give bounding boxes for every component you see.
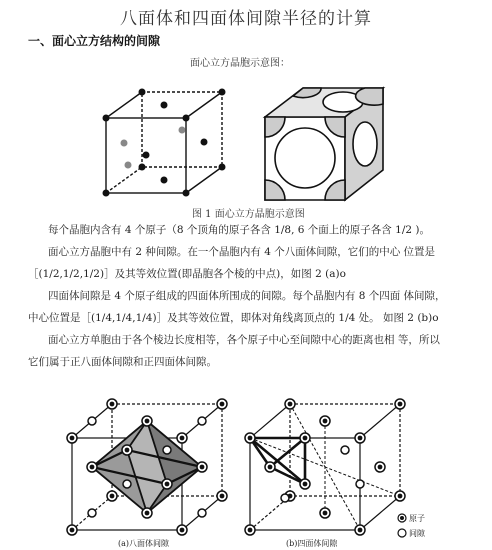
- octahedral-void-figure: [62, 398, 232, 536]
- legend-void-label: 间隙: [409, 529, 425, 538]
- para1-line: 每个晶胞内含有 4 个原子（8 个顶角的原子各含 1/8, 6 个面上的原子各含 1/2 )。: [48, 224, 430, 236]
- para4-line-2: 它们属于正八面体间隙和正四面体间隙。: [28, 356, 217, 368]
- para2-line-1: 面心立方晶胞中有 2 种间隙。在一个晶胞内有 4 个八面体间隙，它们的中心 位置是: [48, 246, 436, 258]
- page-title: 八面体和四面体间隙半径的计算: [120, 9, 372, 29]
- figure-1-caption: 图 1 面心立方晶胞示意图: [192, 209, 305, 220]
- para3-line-2: 中心位置是［(1/4,1/4,1/4)］及其等效位置，即体对角线离顶点的 1/4 处。 如图 2 (b)o: [28, 312, 439, 324]
- paragraph-2: [28, 241, 468, 285]
- fcc-sphere-packing-figure: [255, 82, 395, 204]
- paragraph-4: [28, 329, 468, 373]
- fcc-cube-points-figure: [98, 88, 238, 198]
- atom-legend-icon: [397, 513, 407, 523]
- void-legend-icon: [397, 528, 407, 538]
- para3-line-1: 四面体间隙是 4 个原子组成的四面体所围成的间隙。每个晶胞内有 8 个四面 体间隙，: [48, 290, 446, 302]
- paragraph-3: [28, 285, 468, 329]
- figure-2a-caption: (a)八面体间隙: [118, 539, 170, 548]
- legend-atom-label: 原子: [409, 514, 425, 523]
- para4-line-1: 面心立方单胞由于各个棱边长度相等，各个原子中心至间隙中心的距离也相 等，所以: [48, 334, 440, 346]
- figure-1-note: 面心立方晶胞示意图：: [190, 58, 290, 69]
- para2-line-2: ［(1/2,1/2,1/2)］及其等效位置(即晶胞各个棱的中点)，如图 2 (a)o: [28, 268, 346, 280]
- figure-2b-caption: (b)四面体间隙: [286, 539, 338, 548]
- tetrahedral-void-figure: [240, 398, 410, 536]
- section-heading: 一、面心立方结构的间隙: [28, 34, 161, 48]
- paragraph-1: [28, 219, 468, 241]
